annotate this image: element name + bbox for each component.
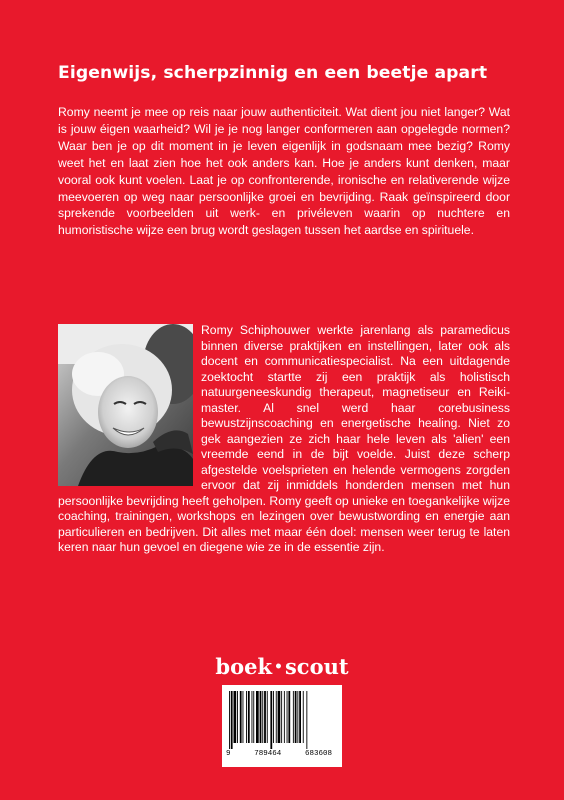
barcode-bar bbox=[270, 691, 272, 749]
barcode-bar bbox=[231, 691, 233, 749]
barcode-bar bbox=[306, 691, 307, 749]
barcode-bar bbox=[281, 691, 282, 743]
author-bio-text: Romy Schiphouwer werkte jarenlang als paramedicus binnen diverse praktijken en instellingen, later ook als docent en communicatiespecialist. Na een uitdagende zoektocht startte zij een praktijk als holistisch natuurgeneeskundig therapeut, magnetiseur en Reiki-master. Al snel werd haar corebusiness bewustzijnscoaching en energetische healing. Niet zo gek aangezien ze zich haar hele leven als 'alien' een vreemde eend in de bijt voelde. Juist deze scherp afgestelde voelsprieten en helende vermogens zorgden ervoor dat zij inmiddels honderden mensen met hun persoonlijke bevrijding heeft geholpen. Romy geeft op unieke en toegankelijke wijze coaching, trainingen, workshops en lezingen over bewustwording en energie aan particulieren en bedrijven. Dit alles met maar één doel: mensen weer terug te laten keren naar hun gevoel en diegene wie ze in de essentie zijn. bbox=[58, 323, 510, 554]
barcode-bar bbox=[229, 691, 230, 749]
isbn-barcode bbox=[222, 685, 342, 767]
barcode-bar bbox=[295, 691, 297, 743]
barcode-bar bbox=[264, 691, 266, 743]
barcode-bar bbox=[256, 691, 259, 743]
barcode-bar bbox=[287, 691, 288, 743]
isbn-number bbox=[222, 750, 342, 758]
barcode-bar bbox=[246, 691, 247, 743]
barcode-bar bbox=[297, 691, 298, 743]
isbn-first-digit: 9 bbox=[226, 750, 231, 758]
isbn-right-group: 683608 bbox=[304, 750, 332, 758]
publisher-logo bbox=[0, 654, 564, 679]
barcode-bar bbox=[293, 691, 294, 743]
barcode-bar bbox=[267, 691, 268, 743]
barcode-bar bbox=[273, 691, 274, 743]
barcode-bar bbox=[288, 691, 290, 743]
back-cover-title: Eigenwijs, scherpzinnig en een beetje apart bbox=[58, 63, 488, 83]
publisher-logo-separator: • bbox=[274, 659, 283, 675]
barcode-bar bbox=[303, 691, 304, 743]
barcode-bar bbox=[243, 691, 244, 743]
publisher-logo-part1: boek bbox=[215, 654, 273, 679]
barcode-bar bbox=[240, 691, 242, 743]
barcode-bar bbox=[284, 691, 285, 743]
barcode-bar bbox=[237, 691, 238, 743]
barcode-bar bbox=[260, 691, 262, 743]
barcode-bar bbox=[299, 691, 301, 743]
blurb-text: Romy neemt je mee op reis naar jouw authenticiteit. Wat dient jou niet langer? Wat is jouw éigen waarheid? Wil je je nog langer conformeren aan opgelegde normen? Waar ben je op dit moment in je leven eigenlijk in godsnaam mee bezig? Romy weet het en laat zien hoe het ook anders kan. Hoe je anders kunt denken, maar vooral ook kunt voelen. Laat je op confronterende, ironische en relativerende wijze meevoeren op weg naar persoonlijke groei en bevrijding. Raak geïnspireerd door sprekende voorbeelden uit werk- en privéleven waarin op nuchtere en humoristische wijze een brug wordt geslagen tussen het aardse en spirituele. bbox=[58, 105, 510, 238]
barcode-bar bbox=[234, 691, 237, 743]
isbn-left-group: 789464 bbox=[254, 750, 282, 758]
barcode-bar bbox=[276, 691, 277, 743]
author-bio bbox=[58, 323, 510, 556]
publisher-logo-part2: scout bbox=[284, 654, 349, 679]
barcode-bar bbox=[252, 691, 253, 743]
barcode-bar bbox=[262, 691, 263, 743]
photo-spacer bbox=[58, 323, 201, 487]
barcode-bar bbox=[278, 691, 281, 743]
barcode-bars bbox=[229, 691, 335, 749]
barcode-bar bbox=[253, 691, 254, 743]
barcode-bar bbox=[248, 691, 250, 743]
